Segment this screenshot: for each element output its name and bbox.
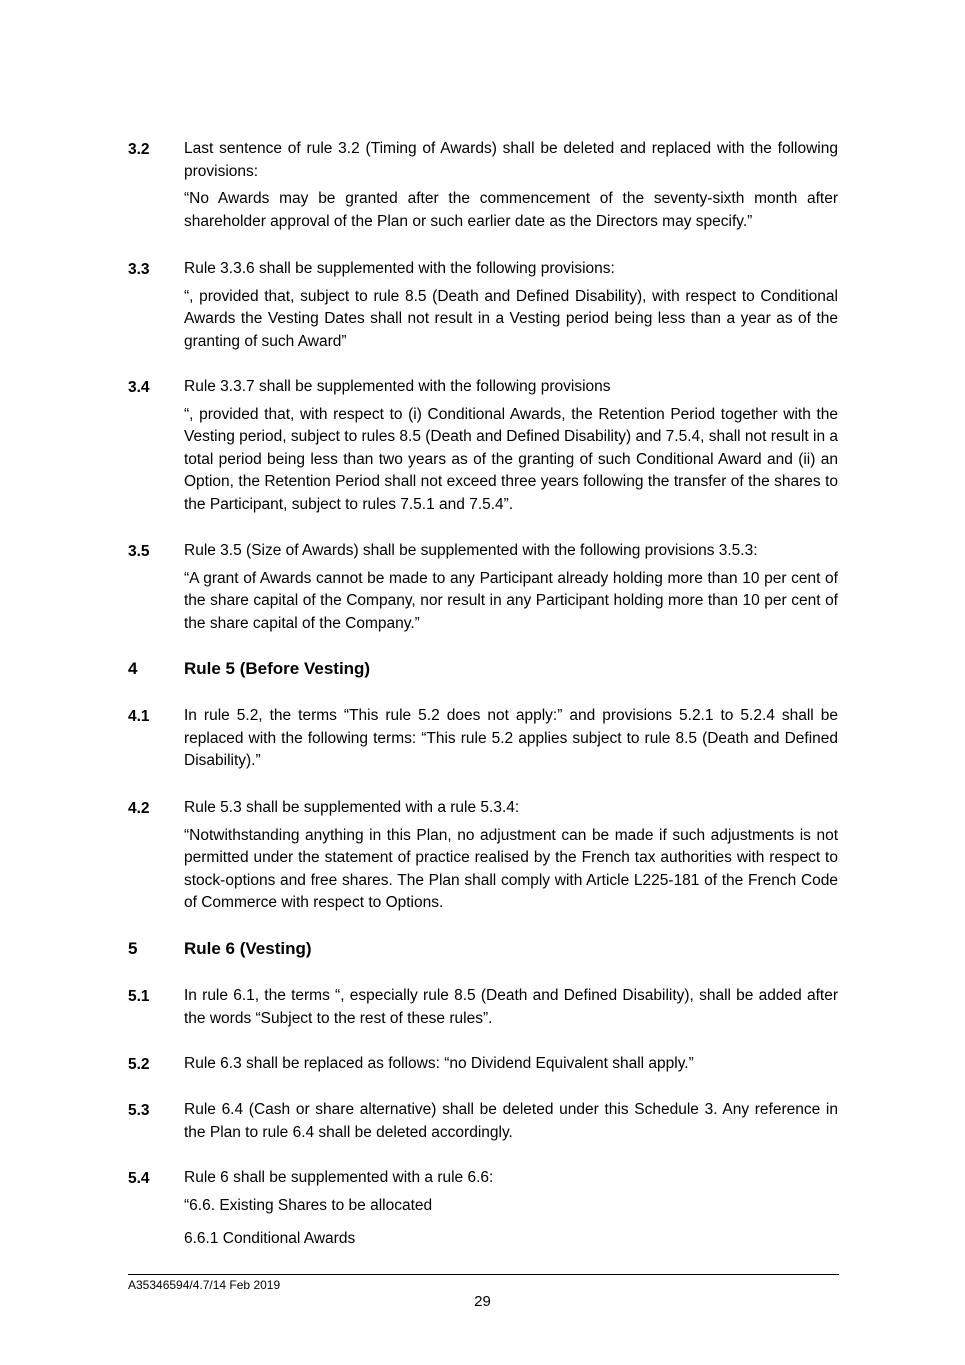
clause-4-1 bbox=[128, 705, 838, 773]
section-heading-4 bbox=[128, 657, 838, 681]
clause-5-3 bbox=[128, 1099, 838, 1144]
clause-number: 5.1 bbox=[128, 988, 150, 1005]
clause-number: 5.3 bbox=[128, 1102, 150, 1119]
section-heading-5 bbox=[128, 937, 838, 961]
clause-text: Rule 5.3 shall be supplemented with a rule 5.3.4: bbox=[184, 799, 520, 816]
footer-divider bbox=[128, 1274, 839, 1275]
clause-number: 3.2 bbox=[128, 141, 150, 158]
clause-text: In rule 5.2, the terms “This rule 5.2 does not apply:” and provisions 5.2.1 to 5.2.4 shall be replaced with the following terms: “This rule 5.2 applies subject to rule 8.5 (Death and Defined Disability).” bbox=[184, 707, 838, 769]
clause-number: 4.2 bbox=[128, 800, 150, 817]
clause-text: 6.6.1 Conditional Awards bbox=[184, 1230, 356, 1247]
section-number: 5 bbox=[128, 939, 138, 958]
clause-text: “Notwithstanding anything in this Plan, no adjustment can be made if such adjustments is not permitted under the statement of practice realised by the French tax authorities with respect to stock-options and free shares. The Plan shall comply with Article L225-181 of the French Code of Commerce with respect to Options. bbox=[184, 826, 838, 911]
section-number: 4 bbox=[128, 659, 138, 678]
clause-number: 4.1 bbox=[128, 708, 150, 725]
clause-3-2 bbox=[128, 138, 838, 233]
clause-3-3 bbox=[128, 258, 838, 353]
clause-text: Rule 6.3 shall be replaced as follows: “no Dividend Equivalent shall apply.” bbox=[184, 1055, 694, 1072]
clause-text: “No Awards may be granted after the commencement of the seventy-sixth month after shareholder approval of the Plan or such earlier date as the Directors may specify.” bbox=[184, 190, 838, 230]
document-reference: A35346594/4.7/14 Feb 2019 bbox=[128, 1278, 281, 1292]
clause-text: “, provided that, with respect to (i) Conditional Awards, the Retention Period together with the Vesting period, subject to rules 8.5 (Death and Defined Disability) and 7.5.4, shall not result in a total period being less than two years as of the granting of such Conditional Award and (ii) an Option, the Retention Period shall not exceed three years following the transfer of the shares to the Participant, subject to rules 7.5.1 and 7.5.4”. bbox=[184, 405, 838, 513]
clause-number: 3.3 bbox=[128, 261, 150, 278]
clause-text: “A grant of Awards cannot be made to any Participant already holding more than 10 per cent of the share capital of the Company, nor result in any Participant holding more than 10 per cent of the share capital of the Company.” bbox=[184, 569, 838, 632]
clause-number: 3.5 bbox=[128, 543, 150, 560]
page-number: 29 bbox=[474, 1293, 491, 1310]
clause-number: 5.4 bbox=[128, 1170, 150, 1187]
clause-5-2 bbox=[128, 1053, 838, 1076]
clause-text: Rule 6 shall be supplemented with a rule 6.6: bbox=[184, 1169, 494, 1186]
section-title: Rule 6 (Vesting) bbox=[184, 939, 312, 958]
clause-text: Rule 3.5 (Size of Awards) shall be supplemented with the following provisions 3.5.3: bbox=[184, 542, 758, 559]
clause-3-5 bbox=[128, 540, 838, 635]
clause-number: 5.2 bbox=[128, 1056, 150, 1073]
clause-text: “6.6. Existing Shares to be allocated bbox=[184, 1196, 433, 1214]
clause-text: Rule 3.3.7 shall be supplemented with the following provisions bbox=[184, 378, 611, 395]
clause-5-4 bbox=[128, 1167, 838, 1251]
clause-number: 3.4 bbox=[128, 379, 150, 396]
section-title: Rule 5 (Before Vesting) bbox=[184, 659, 371, 678]
clause-text: Rule 6.4 (Cash or share alternative) shall be deleted under this Schedule 3. Any reference in the Plan to rule 6.4 shall be deleted accordingly. bbox=[184, 1101, 838, 1141]
clause-text: “, provided that, subject to rule 8.5 (Death and Defined Disability), with respect to Conditional Awards the Vesting Dates shall not result in a Vesting period being less than a year as of the granting of such Award” bbox=[184, 287, 838, 350]
clause-4-2 bbox=[128, 797, 838, 915]
clause-text: Last sentence of rule 3.2 (Timing of Awards) shall be deleted and replaced with the following provisions: bbox=[184, 140, 838, 180]
clause-text: Rule 3.3.6 shall be supplemented with the following provisions: bbox=[184, 260, 615, 277]
clause-3-4 bbox=[128, 376, 838, 516]
clause-text: In rule 6.1, the terms “, especially rule 8.5 (Death and Defined Disability), shall be added after the words “Subject to the rest of these rules”. bbox=[184, 987, 838, 1027]
clause-5-1 bbox=[128, 985, 838, 1030]
